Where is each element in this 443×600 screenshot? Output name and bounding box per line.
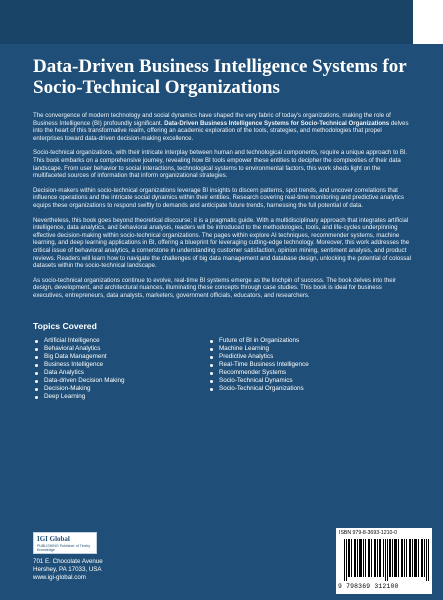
description-paragraph-2: Socio-technical organizations, with their intricate interplay between human and technological components, require a unique approach to BI. This book embarks on a comprehensive journey, revealing how BI tools empower these entities to decipher the complexities of their data landscape. From user behavior to social interactions, technological systems to environmental factors, this work sheds light on the multifaceted sources of information that inform organizational strategies. bbox=[33, 149, 408, 180]
topic-item: Data Analytics bbox=[33, 369, 208, 377]
address-line-1: 701 E. Chocolate Avenue bbox=[33, 558, 103, 565]
address-line-2: Hershey, PA 17033, USA bbox=[33, 566, 102, 573]
topic-item: Socio-Technical Organizations bbox=[208, 385, 383, 393]
barcode-icon bbox=[344, 539, 430, 581]
paragraph-1-rest: delves into the heart of this transformative realm, offering an academic exploration of the tools, strategies, and methodologies that propel enterprises toward data-driven decision-making excellence. bbox=[33, 119, 409, 142]
publisher-logo-tagline: PUBLISHING Publisher of Timely Knowledge bbox=[37, 544, 91, 552]
book-title: Data-Driven Business Intelligence Systems for Socio-Technical Organizations bbox=[33, 56, 407, 98]
description-paragraph-4: Nevertheless, this book goes beyond theoretical discourse; it is a pragmatic guide. With a multidisciplinary approach that integrates artificial intelligence, data analytics, and behavioral analysis, readers will be introduced to the methodologies, tools, and life-cycles underpinning effective decision-making within socio-technical organizations. The pages within explore AI techniques, recommender systems, machine learning, and deep learning applications in BI, offering a blueprint for leveraging cutting-edge technology. Moreover, this work addresses the critical issue of behavioral analytics, a cornerstone in understanding customer satisfaction, opinion mining, sentiment analysis, and product reviews. Readers will learn how to navigate the challenges of big data management and database design, unlocking the potential of colossal datasets within the socio-technical landscape. bbox=[33, 216, 412, 270]
topic-item: Deep Learning bbox=[33, 393, 208, 401]
corner-box bbox=[413, 0, 443, 44]
topics-column-right bbox=[208, 337, 383, 401]
topics-list bbox=[33, 337, 413, 401]
paragraph-1-intro: The convergence of modern technology and social dynamics have shaped the very fabric of today's organizations, making the role of Business Intelligence (BI) profoundly significant. bbox=[33, 112, 391, 127]
topic-item: Predictive Analytics bbox=[208, 353, 383, 361]
topic-item: Machine Learning bbox=[208, 345, 383, 353]
paragraph-1-book-name: Data-Driven Business Intelligence Systems for Socio-Technical Organizations bbox=[164, 119, 390, 127]
back-cover-content bbox=[33, 56, 413, 401]
topic-item: Real-Time Business Intelligence bbox=[208, 361, 383, 369]
top-strip bbox=[0, 0, 443, 44]
publisher-address bbox=[33, 558, 103, 582]
description-paragraph-5: As socio-technical organizations continue to evolve, real-time BI systems emerge as the linchpin of success. The book delves into their design, development, and architectural nuances, illuminating these concepts through case studies. This book is ideal for business executives, entrepreneurs, data analysts, marketers, government officials, educators, and researchers. bbox=[33, 276, 396, 299]
topic-item: Artificial Intelligence bbox=[33, 337, 208, 345]
topics-column-left bbox=[33, 337, 208, 401]
topic-item: Decision-Making bbox=[33, 385, 208, 393]
description-paragraph-3: Decision-makers within socio-technical organizations leverage BI insights to discern patterns, spot trends, and uncover correlations that influence operations and the intricate social dynamics within their entities. Research covering real-time monitoring and predictive analytics equips these organizations to respond swiftly to demands and anticipate future trends, harnessing the full potential of data. bbox=[33, 186, 404, 209]
topic-item: Socio-Technical Dynamics bbox=[208, 377, 383, 385]
isbn-text: ISBN 979-8-3693-1210-0 bbox=[339, 530, 397, 536]
topic-item: Behavioral Analytics bbox=[33, 345, 208, 353]
description-paragraph-1 bbox=[33, 112, 413, 142]
topic-item: Business Intelligence bbox=[33, 361, 208, 369]
topic-item: Recommender Systems bbox=[208, 369, 383, 377]
publisher-logo-name: IGI Global bbox=[37, 535, 70, 543]
barcode-number: 9 798369 312100 bbox=[338, 583, 399, 590]
isbn-barcode bbox=[336, 528, 432, 594]
topic-item: Data-driven Decision Making bbox=[33, 377, 208, 385]
topic-item: Big Data Management bbox=[33, 353, 208, 361]
publisher-logo bbox=[33, 532, 97, 554]
publisher-website: www.igi-global.com bbox=[33, 574, 86, 581]
topics-heading: Topics Covered bbox=[33, 321, 97, 332]
topic-item: Future of BI in Organizations bbox=[208, 337, 383, 345]
